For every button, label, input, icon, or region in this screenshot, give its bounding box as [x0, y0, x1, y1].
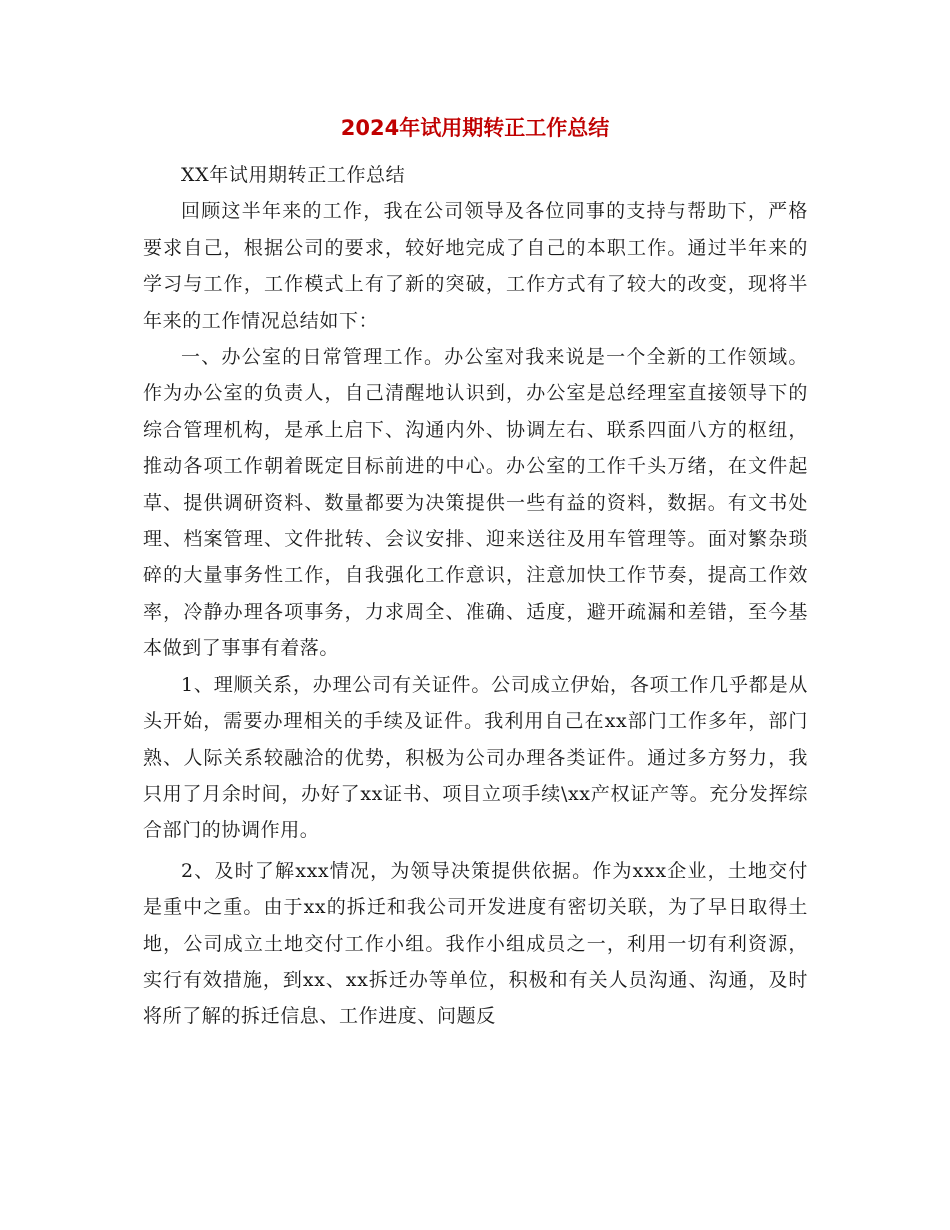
- document-body: [143, 157, 808, 1035]
- item-two-paragraph: 2、及时了解xxx情况，为领导决策提供依据。作为xxx企业，土地交付是重中之重。由于xx的拆迁和我公司开发进度有密切关联，为了早日取得土地，公司成立土地交付工作小组。我作小组成员之一，利用一切有利资源，实行有效措施，到xx、xx拆迁办等单位，积极和有关人员沟通、沟通，及时将所了解的拆迁信息、工作进度、问题反: [143, 859, 808, 1028]
- item-one-paragraph: 1、理顺关系，办理公司有关证件。公司成立伊始，各项工作几乎都是从头开始，需要办理相关的手续及证件。我利用自己在xx部门工作多年，部门熟、人际关系较融洽的优势，积极为公司办理各类证件。通过多方努力，我只用了月余时间，办好了xx证书、项目立项手续\xx产权证产等。充分发挥综合部门的协调作用。: [143, 673, 808, 842]
- section-one-paragraph: 一、办公室的日常管理工作。办公室对我来说是一个全新的工作领域。作为办公室的负责人，自己清醒地认识到，办公室是总经理室直接领导下的综合管理机构，是承上启下、沟通内外、协调左右、联系四面八方的枢纽，推动各项工作朝着既定目标前进的中心。办公室的工作千头万绪，在文件起草、提供调研资料、数量都要为决策提供一些有益的资料，数据。有文书处理、档案管理、文件批转、会议安排、迎来送往及用车管理等。面对繁杂琐碎的大量事务性工作，自我强化工作意识，注意加快工作节奏，提高工作效率，冷静办理各项事务，力求周全、准确、适度，避开疏漏和差错，至今基本做到了事事有着落。: [143, 346, 808, 660]
- subtitle-paragraph: XX年试用期转正工作总结: [181, 164, 406, 186]
- intro-paragraph: 回顾这半年来的工作，我在公司领导及各位同事的支持与帮助下，严格要求自己，根据公司的要求，较好地完成了自己的本职工作。通过半年来的学习与工作，工作模式上有了新的突破，工作方式有了较大的改变，现将半年来的工作情况总结如下：: [143, 200, 808, 332]
- document-title: 2024年试用期转正工作总结: [340, 116, 610, 140]
